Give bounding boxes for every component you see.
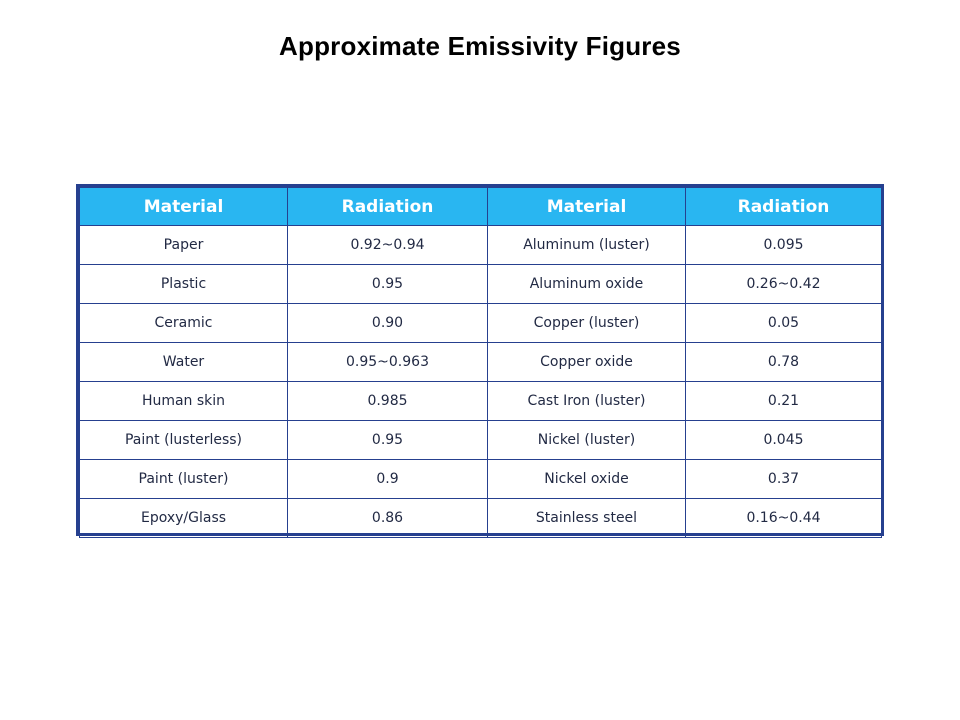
radiation-cell: 0.26~0.42 [686, 265, 882, 304]
material-cell: Plastic [80, 265, 288, 304]
radiation-cell: 0.05 [686, 304, 882, 343]
emissivity-table [79, 187, 882, 538]
material-cell: Aluminum (luster) [488, 226, 686, 265]
material-cell: Paint (luster) [80, 460, 288, 499]
header-material: Material [80, 188, 288, 226]
radiation-cell: 0.92~0.94 [288, 226, 488, 265]
radiation-cell: 0.95 [288, 265, 488, 304]
material-cell: Paper [80, 226, 288, 265]
radiation-cell: 0.16~0.44 [686, 499, 882, 538]
radiation-cell: 0.9 [288, 460, 488, 499]
material-cell: Ceramic [80, 304, 288, 343]
header-radiation: Radiation [686, 188, 882, 226]
radiation-cell: 0.95 [288, 421, 488, 460]
material-cell: Paint (lusterless) [80, 421, 288, 460]
header-material: Material [488, 188, 686, 226]
material-cell: Aluminum oxide [488, 265, 686, 304]
radiation-cell: 0.86 [288, 499, 488, 538]
radiation-cell: 0.95~0.963 [288, 343, 488, 382]
material-cell: Copper (luster) [488, 304, 686, 343]
material-cell: Cast Iron (luster) [488, 382, 686, 421]
material-cell: Nickel (luster) [488, 421, 686, 460]
table-row [80, 499, 882, 538]
table-row [80, 460, 882, 499]
material-cell: Copper oxide [488, 343, 686, 382]
table-row [80, 265, 882, 304]
emissivity-table-container [76, 184, 884, 536]
radiation-cell: 0.045 [686, 421, 882, 460]
radiation-cell: 0.095 [686, 226, 882, 265]
radiation-cell: 0.78 [686, 343, 882, 382]
table-row [80, 343, 882, 382]
material-cell: Stainless steel [488, 499, 686, 538]
header-radiation: Radiation [288, 188, 488, 226]
material-cell: Human skin [80, 382, 288, 421]
radiation-cell: 0.21 [686, 382, 882, 421]
table-row [80, 421, 882, 460]
material-cell: Epoxy/Glass [80, 499, 288, 538]
radiation-cell: 0.90 [288, 304, 488, 343]
material-cell: Nickel oxide [488, 460, 686, 499]
table-row [80, 304, 882, 343]
radiation-cell: 0.37 [686, 460, 882, 499]
radiation-cell: 0.985 [288, 382, 488, 421]
page-title: Approximate Emissivity Figures [279, 31, 681, 62]
table-row [80, 226, 882, 265]
table-row [80, 382, 882, 421]
table-header-row [80, 188, 882, 226]
material-cell: Water [80, 343, 288, 382]
